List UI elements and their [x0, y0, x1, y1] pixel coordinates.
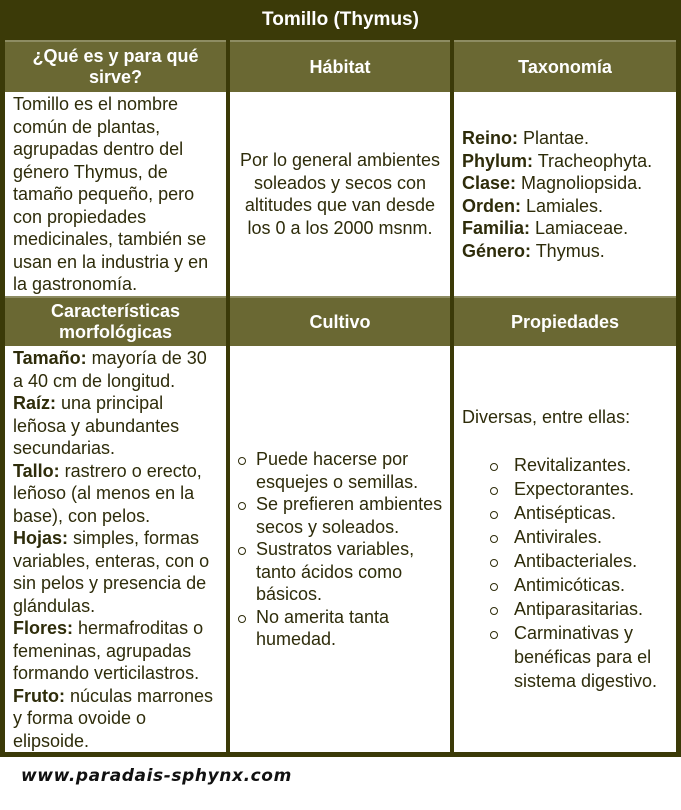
circle-bullet-icon: [490, 583, 498, 591]
habitat-cell: [230, 92, 450, 296]
circle-bullet-icon: [238, 457, 246, 465]
circle-bullet-icon: [490, 487, 498, 495]
propiedad-item: Antisépticas.: [462, 501, 670, 525]
propiedad-item: Antibacteriales.: [462, 549, 670, 573]
morfologia-item-raiz: Raíz: una principal leñosa y abundantes secundarias.: [13, 393, 180, 458]
table-title: Tomillo (Thymus): [262, 9, 419, 30]
circle-bullet-icon: [238, 502, 246, 510]
circle-bullet-icon: [490, 559, 498, 567]
que-es-cell: [5, 92, 226, 296]
propiedades-intro: Diversas, entre ellas:: [462, 407, 631, 428]
propiedad-item: Antimicóticas.: [462, 573, 670, 597]
taxonomia-item-phylum: Phylum: Tracheophyta.: [462, 150, 653, 171]
taxonomia-item-reino: Reino: Plantae.: [462, 128, 590, 148]
propiedad-item: Carminativas y benéficas para el sistema digestivo.: [462, 621, 670, 693]
propiedades-list: [462, 453, 670, 693]
habitat-text: Por lo general ambientes soleados y secos con altitudes que van desde los 0 a los 2000 msnm.: [239, 150, 441, 238]
header-cultivo: Cultivo: [230, 296, 450, 346]
taxonomia-item-genero: Género: Thymus.: [462, 240, 605, 261]
website-watermark: www.paradais-sphynx.com: [21, 766, 292, 786]
cultivo-cell: [230, 346, 450, 752]
cultivo-item: Puede hacerse por esquejes o semillas.: [238, 448, 444, 493]
morfologia-item-tamano: Tamaño: mayoría de 30 a 40 cm de longitud.: [13, 348, 207, 391]
taxonomia-item-clase: Clase: Magnoliopsida.: [462, 173, 643, 193]
morfologia-item-fruto: Fruto: núculas marrones y forma ovoide o elipsoide.: [13, 685, 214, 751]
morfologia-item-tallo: Tallo: rastrero o erecto, leñoso (al menos en la base), con pelos.: [13, 460, 202, 526]
taxonomia-item-orden: Orden: Lamiales.: [462, 195, 604, 216]
propiedad-item: Revitalizantes.: [462, 453, 670, 477]
circle-bullet-icon: [490, 463, 498, 471]
morfologia-item-flores: Flores: hermafroditas o femeninas, agrupadas formando verticilastros.: [13, 618, 204, 683]
cultivo-item: No amerita tanta humedad.: [238, 606, 444, 651]
circle-bullet-icon: [238, 547, 246, 555]
taxonomia-item-familia: Familia: Lamiaceae.: [462, 218, 629, 238]
circle-bullet-icon: [490, 535, 498, 543]
header-propiedades: Propiedades: [454, 296, 676, 346]
propiedad-item: Antivirales.: [462, 525, 670, 549]
propiedades-cell: [454, 346, 676, 752]
circle-bullet-icon: [490, 511, 498, 519]
header-que-es: ¿Qué es y para qué sirve?: [5, 40, 226, 92]
propiedad-item: Antiparasitarias.: [462, 597, 670, 621]
propiedades-content: [462, 406, 670, 693]
circle-bullet-icon: [238, 615, 246, 623]
header-habitat: Hábitat: [230, 40, 450, 92]
cultivo-list: [238, 448, 444, 651]
taxonomia-cell: [454, 92, 676, 296]
cultivo-item: Sustratos variables, tanto ácidos como básicos.: [238, 538, 444, 606]
que-es-text: Tomillo es el nombre común de plantas, agrupadas dentro del género Thymus, de tamaño pequeño, pero con propiedades medicinales, también se usan en la industria y en la gastronomía.: [13, 94, 209, 294]
morfologia-cell: [5, 346, 226, 752]
morfologia-item-hojas: Hojas: simples, formas variables, enteras, con o sin pelos y presencia de glándulas.: [13, 528, 210, 616]
header-taxonomia: Taxonomía: [454, 40, 676, 92]
propiedad-item: Expectorantes.: [462, 477, 670, 501]
cultivo-item: Se prefieren ambientes secos y soleados.: [238, 493, 444, 538]
header-caracteristicas: Características morfológicas: [5, 296, 226, 346]
circle-bullet-icon: [490, 607, 498, 615]
circle-bullet-icon: [490, 631, 498, 639]
taxonomia-list: [462, 127, 652, 262]
